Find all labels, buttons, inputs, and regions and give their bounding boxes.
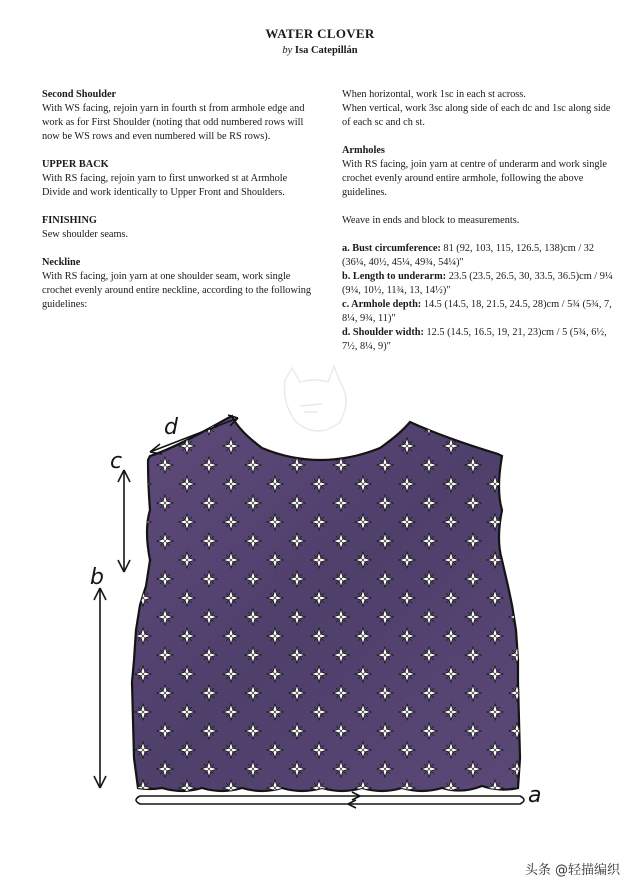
section-body: With WS facing, rejoin yarn in fourth st from armhole edge and work as for First Shoulder (noting that odd numbered rows will now be WS rows and even numbered will be RS rows).: [42, 103, 305, 142]
measurement-line: [342, 298, 614, 326]
section-body: With RS facing, join yarn at one shoulder seam, work single crochet evenly around entire neckline, according to the following guidelines:: [42, 271, 312, 310]
measurement-label: d. Shoulder width:: [342, 327, 424, 338]
section-heading: UPPER BACK: [42, 159, 109, 170]
source-watermark: 头条 @轻描编织: [524, 863, 620, 878]
section-heading: FINISHING: [42, 215, 97, 226]
guideline-horizontal: When horizontal, work 1sc in each st across.: [342, 89, 526, 100]
author-byline: [0, 45, 640, 56]
dimension-a-arrow: [136, 792, 524, 808]
section-body: With RS facing, rejoin yarn to first unworked st at Armhole Divide and work identically to Upper Front and Shoulders.: [42, 173, 288, 198]
section-body: Sew shoulder seams.: [42, 229, 129, 240]
section-upper-back: [42, 158, 314, 200]
measurement-value: 23.5 (23.5, 26.5, 30, 33.5, 36.5)cm / 9¼ (9¼, 10½, 11¾, 13, 14½)": [342, 271, 613, 296]
section-second-shoulder: [42, 88, 314, 144]
section-finishing: [42, 214, 314, 242]
cat-watermark-icon: [284, 366, 346, 431]
measurement-value: 12.5 (14.5, 16.5, 19, 21, 23)cm / 5 (5¾, 6½, 7½, 8¼, 9)": [342, 327, 607, 352]
section-weave: Weave in ends and block to measurements.: [342, 215, 520, 226]
header: [0, 26, 640, 56]
dimension-b-arrow: [94, 588, 106, 788]
section-neckline: [42, 256, 314, 312]
measurement-label: a. Bust circumference:: [342, 243, 441, 254]
byline-prefix: by: [282, 45, 293, 56]
section-heading: Neckline: [42, 257, 81, 268]
right-column: [342, 88, 614, 368]
measurement-label: b. Length to underarm:: [342, 271, 447, 282]
section-guidelines: [342, 88, 614, 130]
measurement-line: [342, 270, 614, 298]
dimension-c-arrow: [118, 470, 130, 572]
author-name: Isa Catepillán: [294, 45, 358, 56]
section-heading: Second Shoulder: [42, 89, 117, 100]
measurement-line: [342, 242, 614, 270]
measurement-line: [342, 326, 614, 354]
measurement-label: c. Armhole depth:: [342, 299, 422, 310]
pattern-title: WATER CLOVER: [265, 26, 375, 41]
measurement-value: 14.5 (14.5, 18, 21.5, 24.5, 28)cm / 5¾ (5¾, 7, 8¼, 9¾, 11)": [342, 299, 612, 324]
section-armholes: [342, 144, 614, 200]
section-body: With RS facing, join yarn at centre of underarm and work single crochet evenly around entire armhole, following the above guidelines.: [342, 159, 607, 198]
dimension-label-c: c: [110, 449, 123, 474]
dimension-label-d: d: [164, 415, 178, 440]
section-heading: Armholes: [342, 145, 385, 156]
guideline-vertical: When vertical, work 3sc along side of each dc and 1sc along side of each sc and ch st.: [342, 103, 611, 128]
measurement-value: 81 (92, 103, 115, 126.5, 138)cm / 32 (36¼, 40½, 45¼, 49¾, 54¼)": [342, 243, 595, 268]
garment-motif-fill: [132, 416, 520, 791]
measurements-list: [342, 242, 614, 354]
garment-schematic: [0, 360, 640, 820]
dimension-label-a: a: [528, 783, 542, 808]
left-column: [42, 88, 314, 326]
dimension-label-b: b: [90, 565, 104, 590]
